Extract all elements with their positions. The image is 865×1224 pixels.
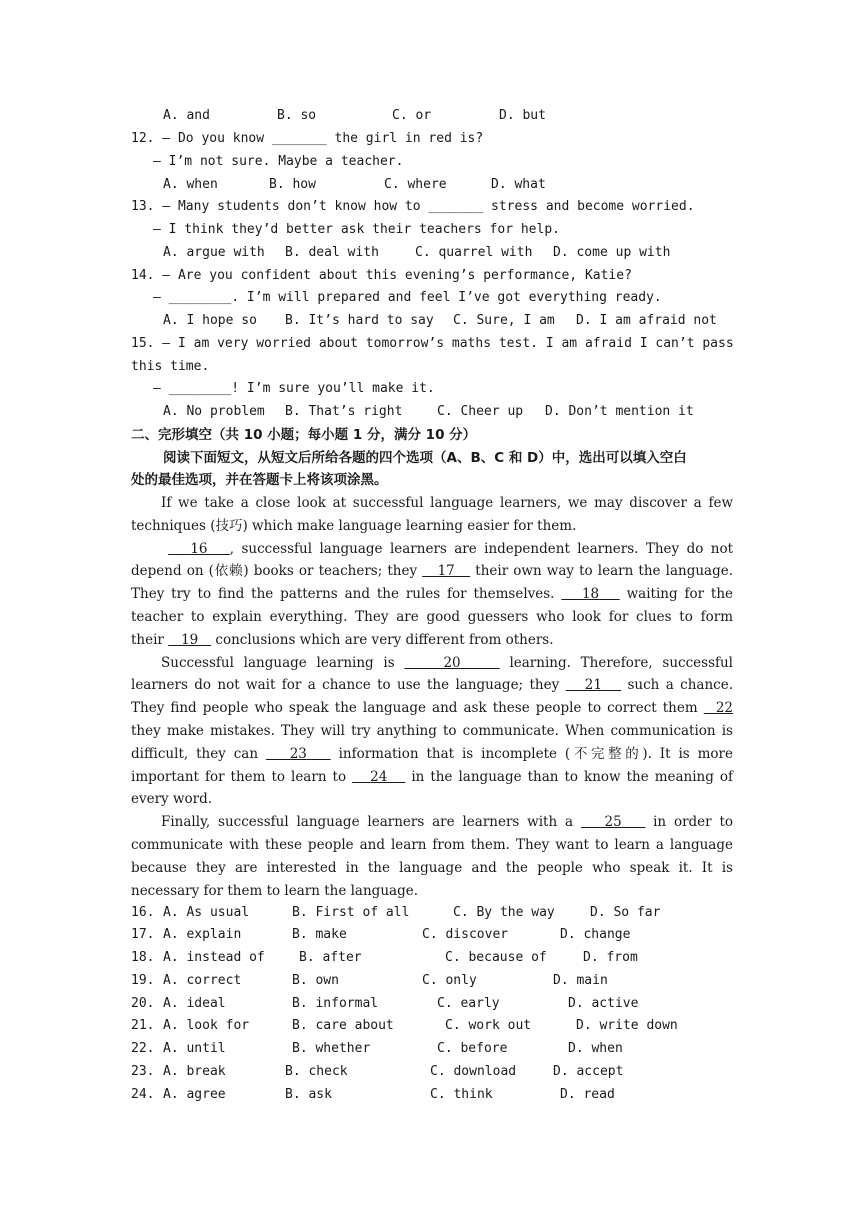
text: They find people who speak the language and ask these people to correct them	[131, 700, 698, 717]
option-a: A. until	[163, 1041, 226, 1056]
option-b: B. deal with	[285, 245, 379, 260]
question-number: 19.	[131, 973, 155, 988]
option-d: D. read	[560, 1087, 615, 1102]
blank-25	[581, 814, 645, 830]
text: waiting for the	[626, 586, 734, 603]
section-heading: 二、完形填空（共 10 小题；每小题 1 分，满分 10 分）	[131, 427, 477, 443]
blank-17	[422, 563, 470, 579]
option-a: A. As usual	[163, 905, 250, 920]
option-d: D. main	[553, 973, 608, 988]
passage-line	[131, 788, 733, 811]
blank-number: 17	[437, 563, 455, 580]
option-d: D. come up with	[553, 245, 671, 260]
text: depend on (依赖) books or teachers; they	[131, 563, 418, 580]
passage-line	[131, 674, 733, 697]
option-a: A. and	[163, 108, 210, 123]
option-c: C. because of	[445, 950, 547, 965]
text: in the language than to know the meaning of	[411, 768, 734, 785]
blank-16	[168, 541, 230, 557]
passage-line	[131, 583, 733, 606]
blank-number: 23	[289, 745, 307, 762]
text: If we take a close look at successful language learners, we may discover a few	[161, 495, 733, 511]
section-instruction-continued: 处的最佳选项，并在答题卡上将该项涂黑。	[131, 472, 388, 488]
option-a: A. ideal	[163, 996, 226, 1011]
option-c: C. Sure, I am	[453, 313, 555, 328]
text: They try to find the patterns and the rules for themselves.	[131, 586, 555, 603]
question-number: 24.	[131, 1087, 155, 1102]
option-b: B. make	[292, 927, 347, 942]
text: every word.	[131, 791, 213, 808]
text: necessary for them to learn the language.	[131, 882, 418, 899]
option-b: B. after	[299, 950, 362, 965]
blank-number: 18	[581, 586, 600, 603]
passage-line	[131, 515, 733, 538]
text: in order to	[653, 814, 734, 831]
question-stem: 14. — Are you confident about this evening’s performance, Katie?	[131, 268, 632, 283]
question-reply: — I’m not sure. Maybe a teacher.	[153, 154, 404, 169]
text: they make mistakes. They will try anything to communicate. When communication is	[131, 722, 733, 739]
option-b: B. It’s hard to say	[285, 313, 434, 328]
option-a: A. when	[163, 177, 218, 192]
option-a: A. instead of	[163, 950, 265, 965]
option-b: B. ask	[285, 1087, 332, 1102]
text: communicate with these people and learn from them. They want to learn a language	[131, 836, 733, 853]
blank-number: 20	[443, 654, 461, 671]
option-c: C. quarrel with	[415, 245, 533, 260]
blank-23	[266, 746, 331, 762]
blank-number: 19	[181, 631, 199, 648]
option-c: C. where	[384, 177, 447, 192]
text: Successful language learning is	[161, 654, 395, 671]
blank-18	[561, 586, 619, 602]
passage-line	[131, 652, 733, 675]
option-c: C. or	[392, 108, 432, 123]
option-b: B. so	[277, 108, 317, 123]
option-b: B. own	[292, 973, 339, 988]
option-d: D. So far	[590, 905, 661, 920]
blank-number: 25	[604, 814, 622, 831]
text: their	[131, 631, 164, 648]
question-number: 17.	[131, 927, 155, 942]
option-d: D. from	[583, 950, 638, 965]
question-stem-continued: this time.	[131, 359, 210, 374]
text: information that is incomplete (不完整的). It is more	[338, 745, 734, 762]
option-b: B. check	[285, 1064, 348, 1079]
passage-line	[131, 766, 733, 789]
text: their own way to learn the language.	[475, 563, 733, 580]
option-c: C. discover	[422, 927, 509, 942]
question-reply: — ________. I’m will prepared and feel I’ve got everything ready.	[153, 290, 662, 305]
text: teacher to explain everything. They are good guessers who look for clues to form	[131, 608, 733, 625]
passage-line	[131, 606, 733, 629]
text: because they are interested in the language and the people who speak it. It is	[131, 859, 733, 876]
blank-24	[352, 769, 405, 785]
option-c: C. early	[437, 996, 500, 1011]
option-d: D. but	[499, 108, 546, 123]
passage-line	[131, 560, 733, 583]
blank-22	[704, 700, 733, 716]
option-b: B. First of all	[292, 905, 410, 920]
question-number: 16.	[131, 905, 155, 920]
question-number: 21.	[131, 1018, 155, 1033]
passage-line	[131, 743, 733, 766]
passage-line	[131, 880, 733, 903]
blank-number: 22	[715, 700, 734, 717]
option-b: B. informal	[292, 996, 379, 1011]
text: conclusions which are very different from others.	[215, 631, 554, 648]
option-d: D. change	[560, 927, 631, 942]
blank-number: 16	[190, 540, 208, 557]
passage-line	[131, 811, 733, 834]
option-d: D. what	[491, 177, 546, 192]
section-instruction: 阅读下面短文，从短文后所给各题的四个选项（A、B、C 和 D）中，选出可以填入空白	[163, 450, 687, 466]
option-b: B. how	[269, 177, 316, 192]
blank-21	[566, 677, 621, 693]
option-b: B. whether	[292, 1041, 371, 1056]
option-c: C. work out	[445, 1018, 532, 1033]
question-number: 20.	[131, 996, 155, 1011]
text: important for them to learn to	[131, 768, 347, 785]
text: techniques (技巧) which make language learning easier for them.	[131, 517, 577, 534]
text: learning. Therefore, successful	[509, 654, 734, 671]
option-d: D. write down	[576, 1018, 678, 1033]
passage-line	[131, 720, 733, 743]
blank-19	[168, 632, 211, 648]
text: difficult, they can	[131, 745, 259, 762]
passage-line	[131, 857, 733, 880]
option-c: C. only	[422, 973, 477, 988]
text: learners do not wait for a chance to use the language; they	[131, 677, 560, 694]
option-d: D. accept	[553, 1064, 624, 1079]
option-d: D. I am afraid not	[576, 313, 717, 328]
cloze-passage	[131, 492, 733, 902]
text: , successful language learners are independent learners. They do not	[229, 540, 734, 557]
question-number: 23.	[131, 1064, 155, 1079]
question-stem: 13. — Many students don’t know how to _______ stress and become worried.	[131, 199, 695, 214]
option-a: A. look for	[163, 1018, 250, 1033]
option-a: A. correct	[163, 973, 242, 988]
passage-line	[131, 492, 733, 515]
option-c: C. By the way	[453, 905, 555, 920]
text: Finally, successful language learners are learners with a	[161, 814, 574, 831]
question-stem: 15. — I am very worried about tomorrow’s maths test. I am afraid I can’t pass	[131, 336, 734, 351]
question-stem: 12. — Do you know _______ the girl in red is?	[131, 131, 484, 146]
question-reply: — I think they’d better ask their teachers for help.	[153, 222, 560, 237]
option-b: B. That’s right	[285, 404, 403, 419]
blank-number: 24	[370, 768, 388, 785]
passage-line	[131, 629, 733, 652]
passage-line	[131, 538, 733, 561]
option-a: A. argue with	[163, 245, 265, 260]
blank-number: 21	[584, 677, 602, 694]
option-d: D. Don’t mention it	[545, 404, 694, 419]
option-b: B. care about	[292, 1018, 394, 1033]
option-c: C. before	[437, 1041, 508, 1056]
option-a: A. break	[163, 1064, 226, 1079]
question-number: 22.	[131, 1041, 155, 1056]
passage-line	[131, 697, 733, 720]
option-c: C. think	[430, 1087, 493, 1102]
option-c: C. download	[430, 1064, 517, 1079]
option-c: C. Cheer up	[437, 404, 524, 419]
question-reply: — ________! I’m sure you’ll make it.	[153, 381, 435, 396]
question-number: 18.	[131, 950, 155, 965]
option-a: A. explain	[163, 927, 242, 942]
option-a: A. I hope so	[163, 313, 257, 328]
blank-20	[404, 655, 499, 671]
option-d: D. active	[568, 996, 639, 1011]
text: such a chance.	[627, 677, 733, 694]
option-d: D. when	[568, 1041, 623, 1056]
passage-line	[131, 834, 733, 857]
option-a: A. agree	[163, 1087, 226, 1102]
option-a: A. No problem	[163, 404, 265, 419]
